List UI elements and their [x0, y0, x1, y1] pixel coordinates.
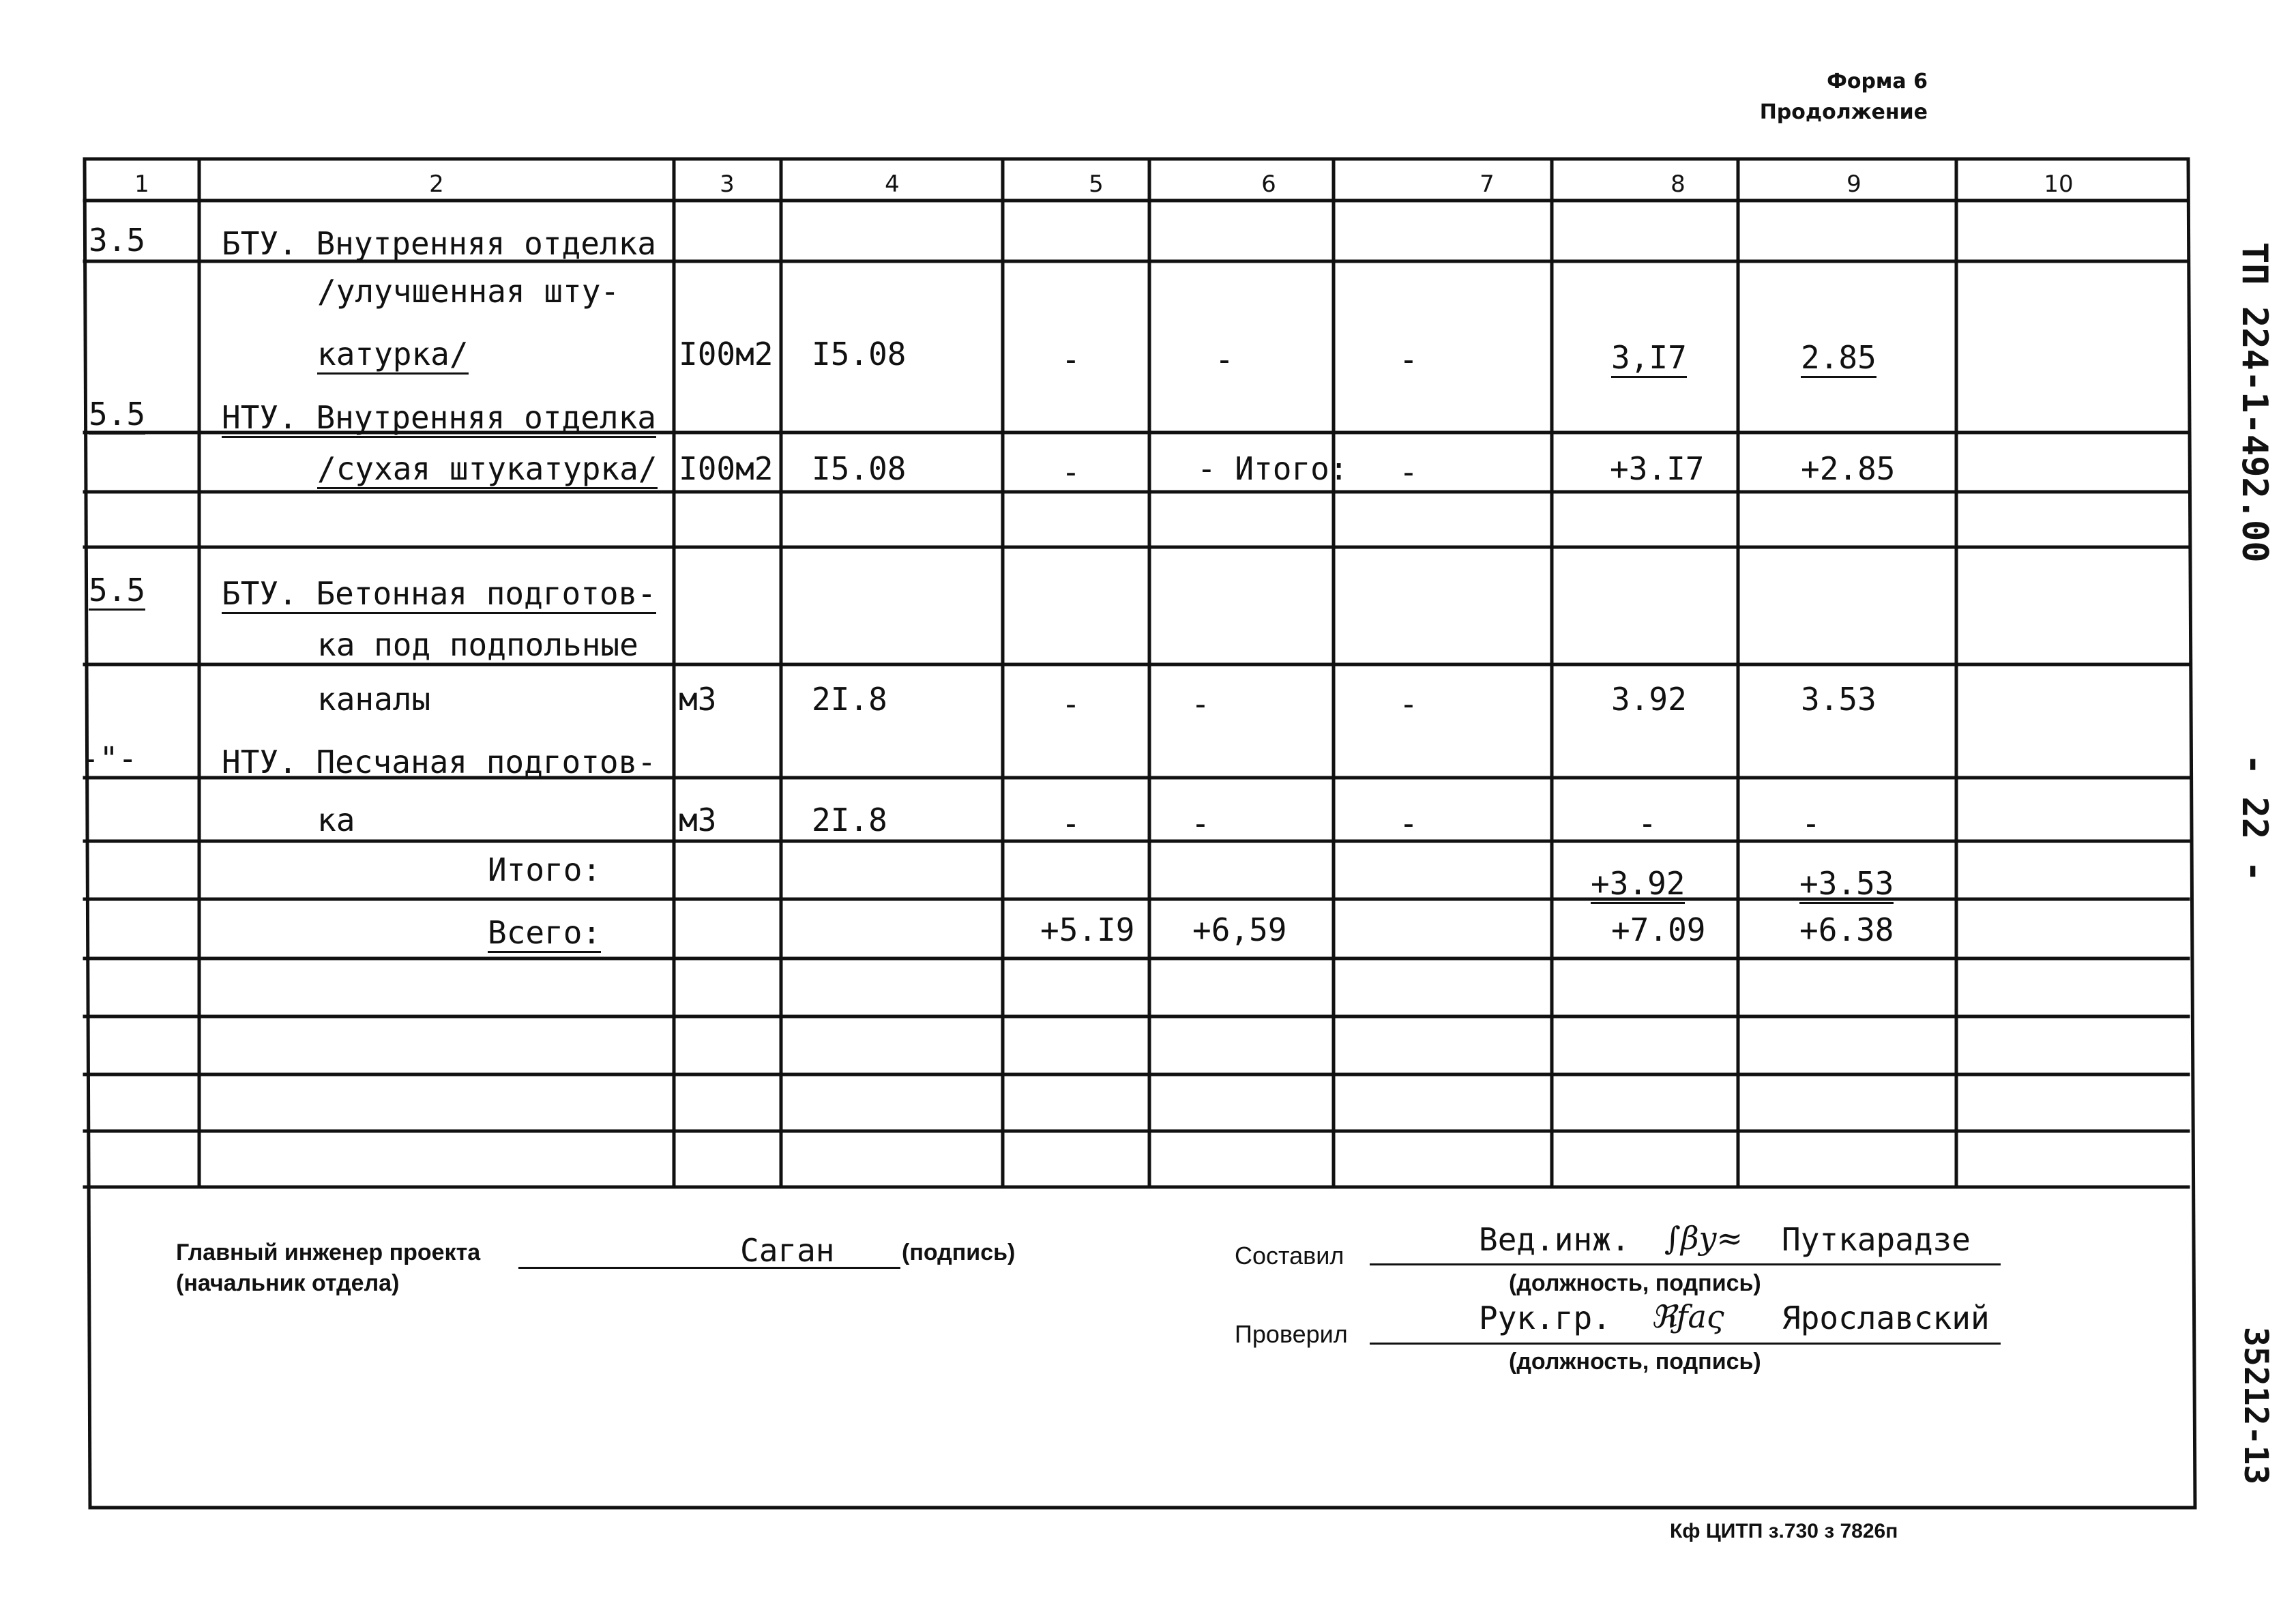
row-code: 5.5 [89, 572, 145, 611]
row-description: ка под подпольные [317, 626, 638, 665]
compiled-by-label: Составил [1235, 1242, 1344, 1270]
checked-by-label: Проверил [1235, 1320, 1348, 1348]
col5-cell: - [1061, 805, 1080, 842]
col9-cell: 2.85 [1801, 339, 1876, 378]
row-code: 5.5 [89, 396, 145, 435]
col5-cell: - [1061, 454, 1080, 490]
column-header-5: 5 [1089, 171, 1104, 198]
row-description: НТУ. Внутренняя отделка [222, 399, 656, 438]
form-number: Форма 6 [1827, 70, 1928, 93]
print-imprint: Кф ЦИТП з.730 з 7826п [1670, 1520, 1898, 1542]
row-description: ка [317, 802, 355, 838]
col9-cell: 3.53 [1801, 681, 1876, 718]
chief-engineer-sub-label: (начальник отдела) [176, 1270, 400, 1296]
compiled-caption: (должность, подпись) [1509, 1270, 1761, 1296]
row-description: /сухая штукатурка/ [317, 450, 658, 489]
col8-cell: +3.I7 [1610, 450, 1705, 487]
column-header-7: 7 [1480, 171, 1495, 198]
chief-signature-line [518, 1267, 900, 1269]
col9-cell: - [1801, 805, 1821, 842]
chief-signature-caption: (подпись) [902, 1240, 1016, 1265]
quantity-cell: 2I.8 [812, 802, 887, 838]
column-header-2: 2 [429, 171, 444, 198]
page-number: - 22 - [2234, 754, 2275, 882]
column-header-3: 3 [720, 171, 735, 198]
quantity-cell: I5.08 [812, 336, 907, 372]
unit-cell: м3 [679, 802, 717, 838]
subtotal-label: Итого: [488, 851, 602, 888]
col8-cell: +3.92 [1591, 865, 1685, 904]
col8-cell: +7.09 [1611, 911, 1706, 948]
compiled-name: Путкарадзе [1782, 1221, 1971, 1258]
column-header-6: 6 [1261, 171, 1276, 198]
col6-cell: - [1191, 686, 1210, 722]
sheet-code: 35212-13 [2237, 1327, 2275, 1485]
project-code: ТП 224-1-492.00 [2234, 242, 2275, 563]
row-description: катурка/ [317, 336, 469, 375]
col9-cell: +2.85 [1801, 450, 1896, 487]
row-description: БТУ. Внутренняя отделка [222, 225, 656, 262]
continuation-label: Продолжение [1759, 100, 1928, 124]
row-description: /улучшенная шту- [317, 273, 620, 310]
col8-cell: 3.92 [1611, 681, 1687, 718]
total-label: Всего: [488, 914, 601, 953]
row-code: 3.5 [89, 222, 146, 259]
checked-caption: (должность, подпись) [1509, 1349, 1761, 1375]
col6-cell: - Итого: [1197, 450, 1349, 487]
column-header-1: 1 [134, 171, 149, 198]
col8-cell: 3,I7 [1611, 339, 1687, 378]
unit-cell: м3 [679, 681, 717, 718]
row-code: -"- [80, 740, 138, 777]
row-description: НТУ. Песчаная подготов- [222, 744, 656, 780]
row-description: каналы [317, 681, 431, 718]
column-header-8: 8 [1671, 171, 1686, 198]
col5-cell: +5.I9 [1040, 911, 1135, 948]
col7-cell: - [1399, 454, 1418, 490]
col7-cell: - [1399, 686, 1418, 722]
col8-cell: - [1638, 805, 1657, 842]
compiled-signature: ∫βy≈ [1664, 1220, 1743, 1257]
col9-cell: +6.38 [1799, 911, 1894, 948]
col6-cell: - [1215, 341, 1234, 378]
column-header-10: 10 [2044, 171, 2074, 198]
column-header-9: 9 [1846, 171, 1861, 198]
column-header-4: 4 [885, 171, 900, 198]
col7-cell: - [1399, 341, 1418, 378]
checked-signature: ℜƒaς [1651, 1298, 1724, 1335]
quantity-cell: I5.08 [812, 450, 907, 487]
chief-engineer-name: Саган [740, 1232, 835, 1269]
col9-cell: +3.53 [1799, 865, 1894, 904]
row-description: БТУ. Бетонная подготов- [222, 575, 656, 614]
checked-signature-line [1370, 1343, 2001, 1345]
compiled-signature-line [1370, 1263, 2001, 1265]
unit-cell: I00м2 [679, 336, 774, 372]
checked-name: Ярославский [1782, 1300, 1990, 1336]
col5-cell: - [1061, 341, 1080, 378]
compiled-position: Вед.инж. [1479, 1221, 1630, 1258]
unit-cell: I00м2 [679, 450, 774, 487]
quantity-cell: 2I.8 [812, 681, 887, 718]
col6-cell: +6,59 [1192, 911, 1287, 948]
col7-cell: - [1399, 805, 1418, 842]
chief-engineer-label: Главный инженер проекта [176, 1240, 481, 1265]
col6-cell: - [1191, 805, 1210, 842]
checked-position: Рук.гр. [1479, 1300, 1611, 1336]
col5-cell: - [1061, 686, 1080, 722]
